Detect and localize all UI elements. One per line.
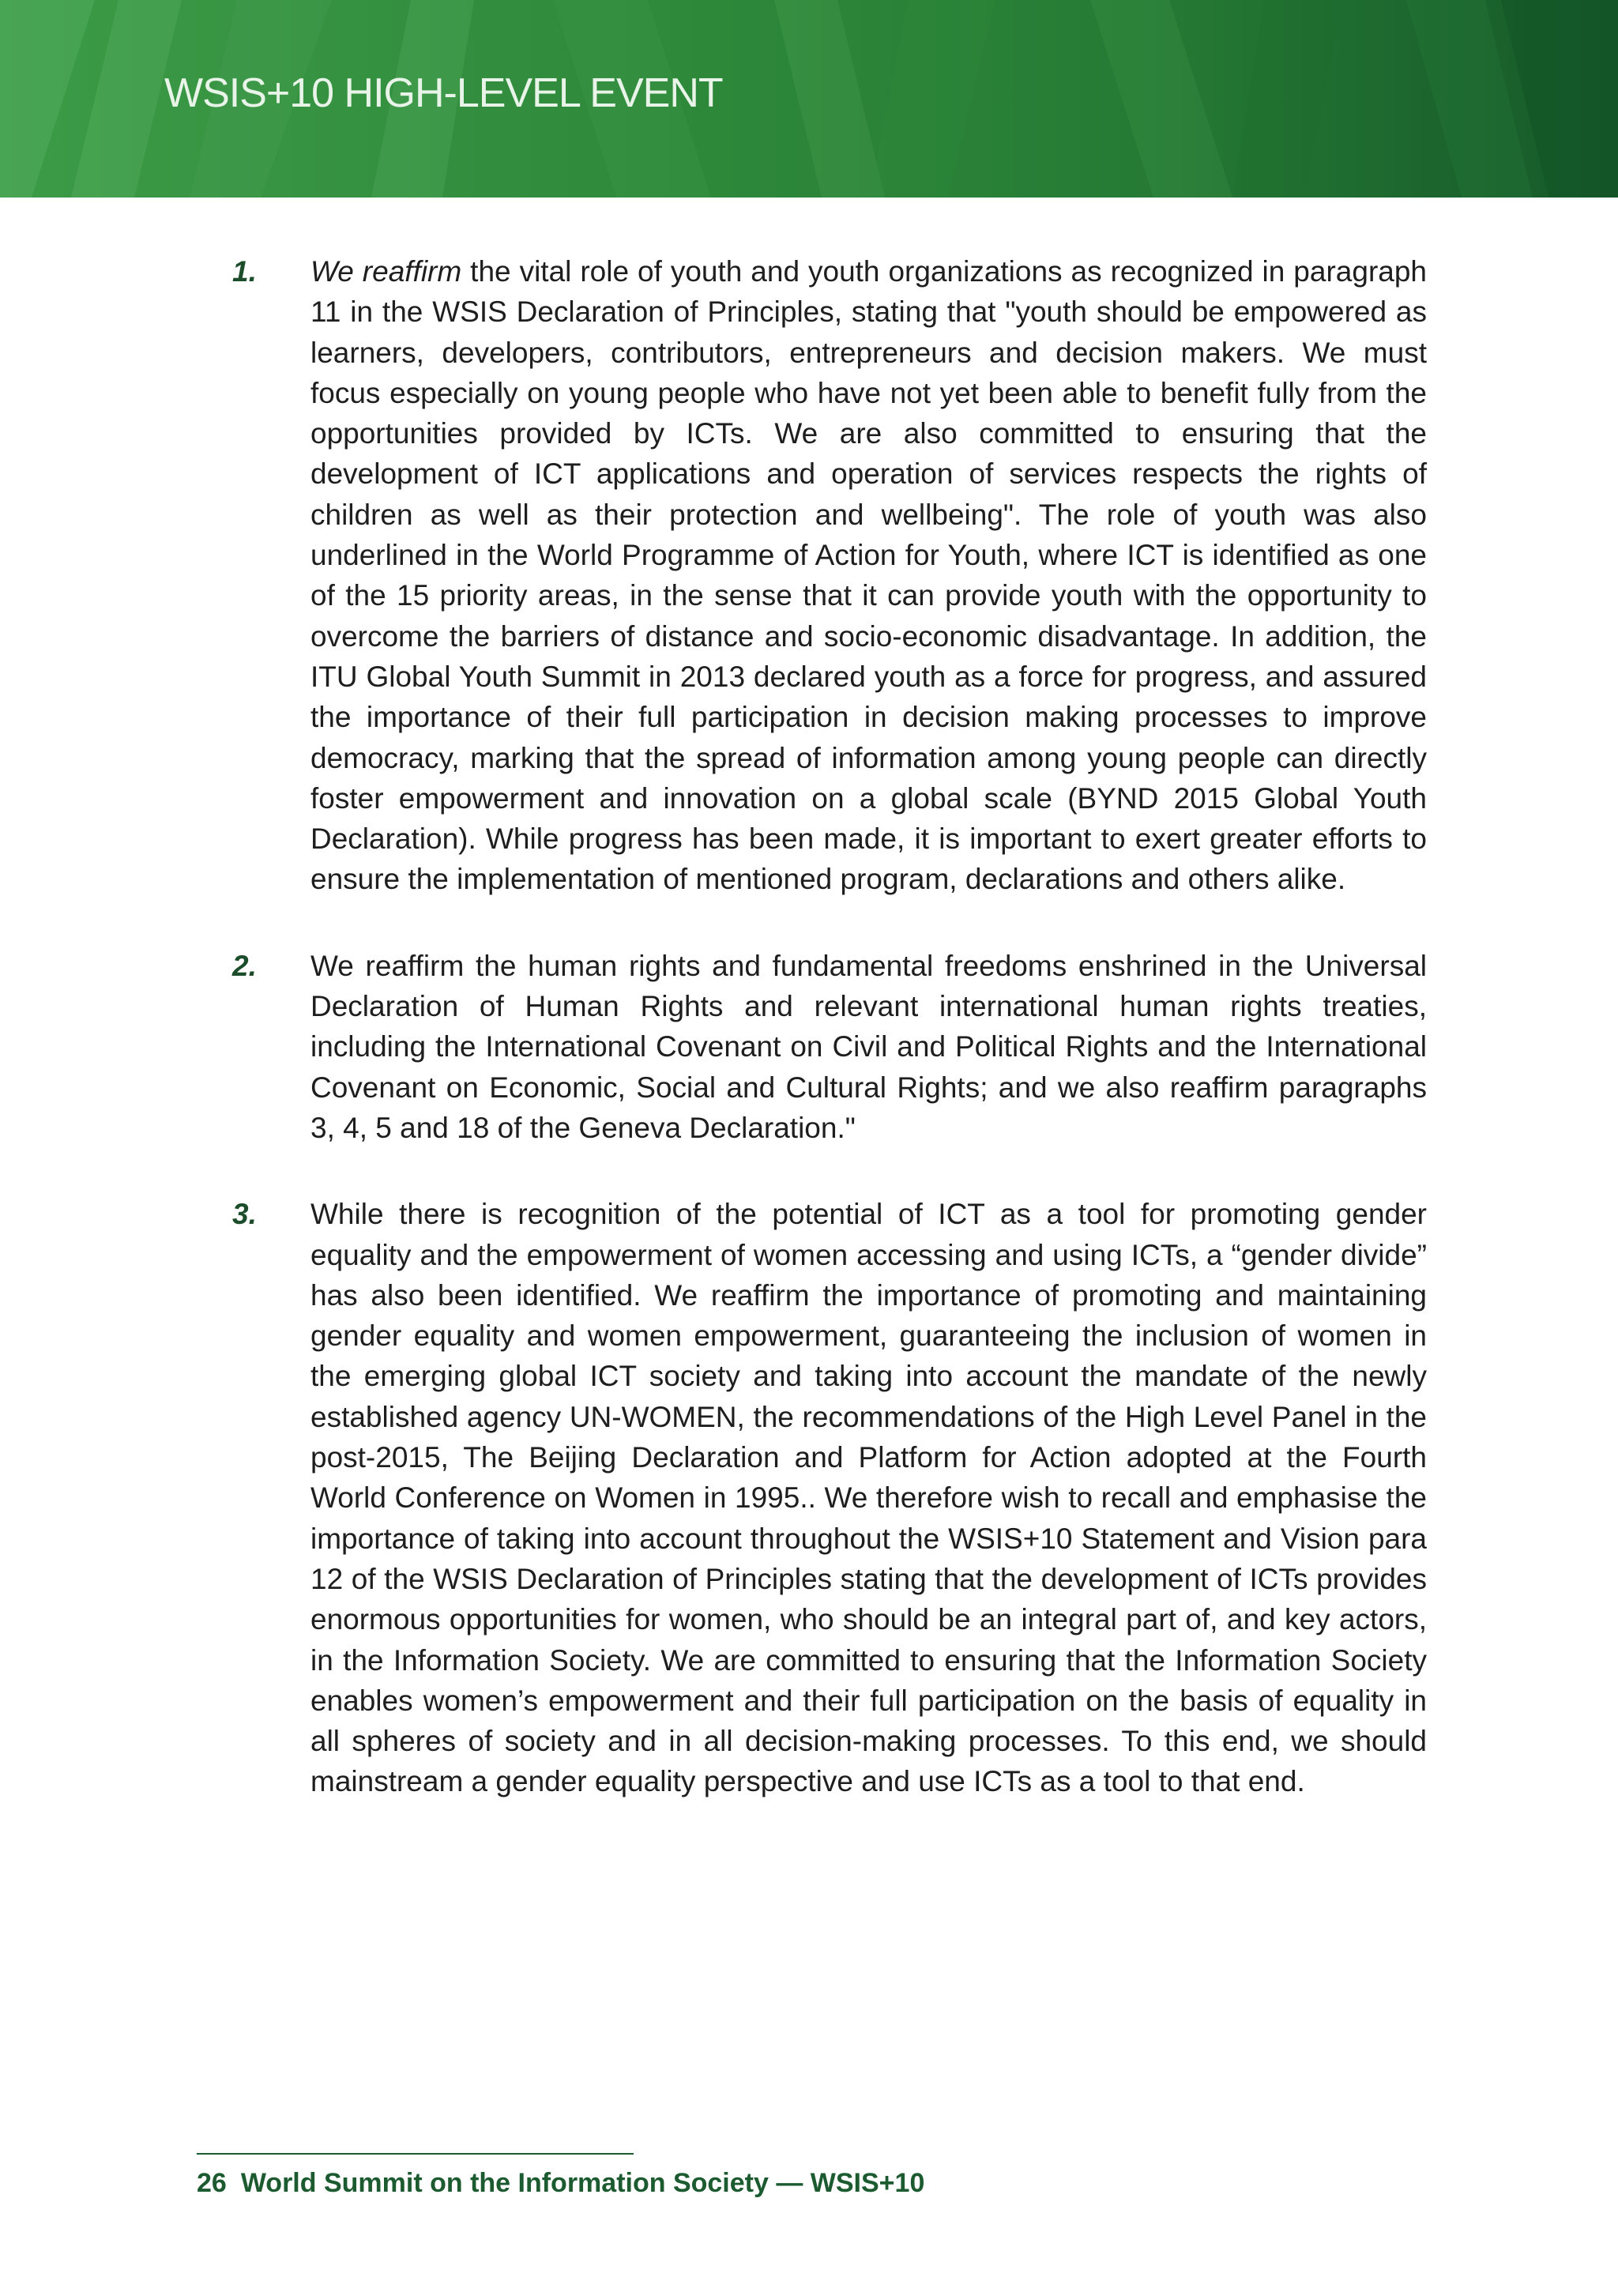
paragraph-number: 3. — [232, 1198, 257, 1231]
footer-divider — [197, 2153, 634, 2155]
document-body — [0, 251, 1618, 1848]
paragraph-text — [310, 946, 1427, 1148]
header-banner — [0, 0, 1618, 198]
paragraph-number: 1. — [232, 255, 257, 288]
banner-title: WSIS+10 HIGH-LEVEL EVENT — [164, 70, 723, 116]
paragraph-1 — [0, 251, 1618, 900]
paragraph-number: 2. — [232, 949, 257, 982]
paragraph-text — [310, 251, 1427, 900]
page-footer — [197, 2168, 924, 2199]
paragraph-body: While there is recognition of the potential of ICT as a tool for promoting gender equality and the empowerment of women accessing and using ICTs, a “gender divide” has also been identified. We reaffirm the importance of promoting and maintaining gender equality and women empowerment, guaranteeing the inclusion of women in the emerging global ICT society and taking into account the mandate of the newly established agency UN-WOMEN, the recommendations of the High Level Panel in the post-2015, The Beijing Declaration and Platform for Action adopted at the Fourth World Conference on Women in 1995.. We therefore wish to recall and emphasise the importance of taking into account throughout the WSIS+10 Statement and Vision para 12 of the WSIS Declaration of Principles stating that the development of ICTs provides enormous opportunities for women, who should be an integral part of, and key actors, in the Information Society. We are committed to ensuring that the Information Society enables women’s empowerment and their full participation on the basis of equality in all spheres of society and in all decision-making processes. To this end, we should mainstream a gender equality perspective and use ICTs as a tool to that end. — [310, 1198, 1427, 1798]
paragraph-body: the vital role of youth and youth organizations as recognized in paragraph 11 in the WSIS Declaration of Principles, stating that "youth should be empowered as learners, developers, contributors, entrepreneurs and decision makers. We must focus especially on young people who have not yet been able to benefit fully from the opportunities provided by ICTs. We are also committed to ensuring that the development of ICT applications and operation of services respects the rights of children as well as their protection and wellbeing". The role of youth was also underlined in the World Programme of Action for Youth, where ICT is identified as one of the 15 priority areas, in the sense that it can provide youth with the opportunity to overcome the barriers of distance and socio-economic disadvantage. In addition, the ITU Global Youth Summit in 2013 declared youth as a force for progress, and assured the importance of their full participation in decision making processes to improve democracy, marking that the spread of information among young people can directly foster empowerment and innovation on a global scale (BYND 2015 Global Youth Declaration). While progress has been made, it is important to exert greater efforts to ensure the implementation of mentioned program, declarations and others alike. — [310, 255, 1427, 896]
footer-title: World Summit on the Information Society — WSIS+10 — [240, 2168, 925, 2198]
paragraph-2 — [0, 946, 1618, 1148]
paragraph-lead: We reaffirm — [310, 255, 462, 288]
page-number: 26 — [197, 2168, 227, 2198]
paragraph-text — [310, 1194, 1427, 1801]
paragraph-3 — [0, 1194, 1618, 1801]
paragraph-body: We reaffirm the human rights and fundamental freedoms enshrined in the Universal Declaration of Human Rights and relevant international human rights treaties, including the International Covenant on Civil and Political Rights and the International Covenant on Economic, Social and Cultural Rights; and we also reaffirm paragraphs 3, 4, 5 and 18 of the Geneva Declaration." — [310, 949, 1427, 1144]
